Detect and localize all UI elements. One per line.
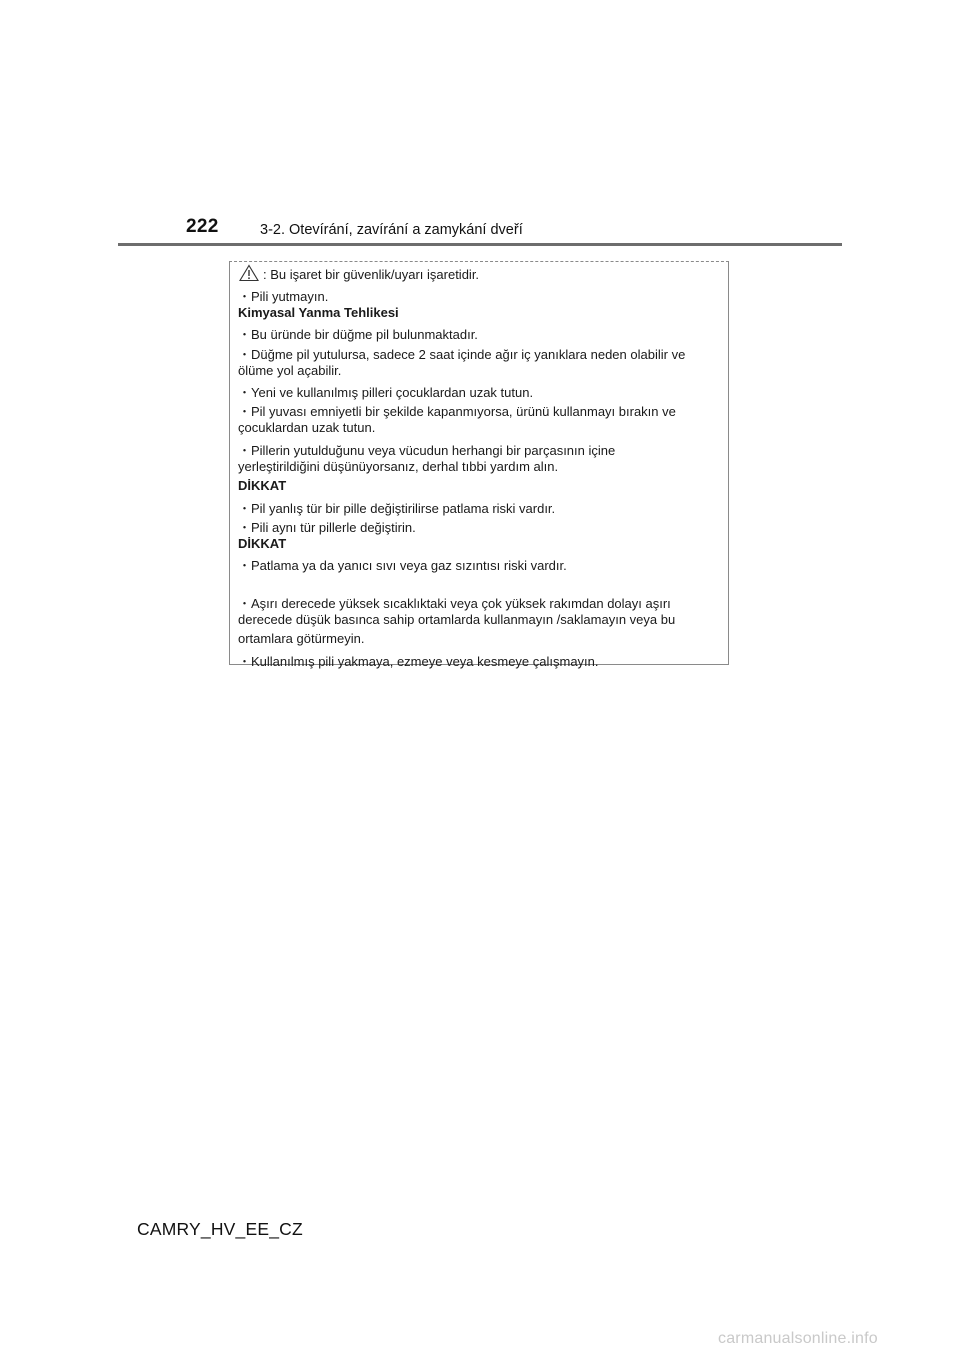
warning-text-line: ・Pil yanlış tür bir pille değiştirilirse patlama riski vardır. — [238, 501, 556, 516]
warning-text-line: çocuklardan uzak tutun. — [238, 420, 376, 435]
warning-text-line: ・Kullanılmış pili yakmaya, ezmeye veya kesmeye çalışmayın. — [238, 654, 599, 669]
warning-text-line: ・Bu üründe bir düğme pil bulunmaktadır. — [238, 327, 478, 342]
warning-text-line: ・Düğme pil yutulursa, sadece 2 saat içinde ağır iç yanıklara neden olabilir ve — [238, 347, 686, 362]
footer-code: CAMRY_HV_EE_CZ — [137, 1219, 303, 1239]
warning-triangle-icon — [239, 264, 259, 282]
page-number: 222 — [186, 216, 219, 237]
warning-text-line: ・Pillerin yutulduğunu veya vücudun herhangi bir parçasının içine — [238, 443, 616, 458]
warning-text-line: ・Yeni ve kullanılmış pilleri çocuklardan uzak tutun. — [238, 385, 534, 400]
warning-text-line: ・Patlama ya da yanıcı sıvı veya gaz sızıntısı riski vardır. — [238, 558, 567, 573]
section-title: 3-2. Otevírání, zavírání a zamykání dveří — [260, 222, 523, 238]
warning-heading: DİKKAT — [238, 478, 287, 493]
header-rule — [118, 243, 842, 246]
warning-text-line: ・Pili yutmayın. — [238, 289, 329, 304]
warning-box — [229, 261, 729, 669]
warning-text-line: derecede düşük basınca sahip ortamlarda kullanmayın /saklamayın veya bu — [238, 612, 676, 627]
watermark: carmanualsonline.info — [718, 1330, 878, 1347]
warning-text-line: ・Pil yuvası emniyetli bir şekilde kapanmıyorsa, ürünü kullanmayı bırakın ve — [238, 404, 676, 419]
warning-text-line: : Bu işaret bir güvenlik/uyarı işaretidir. — [263, 267, 480, 282]
warning-text-line: ・Aşırı derecede yüksek sıcaklıktaki veya çok yüksek rakımdan dolayı aşırı — [238, 596, 671, 611]
warning-text-line: ortamlara götürmeyin. — [238, 631, 365, 646]
warning-text-line: ölüme yol açabilir. — [238, 363, 342, 378]
warning-heading: DİKKAT — [238, 536, 287, 551]
warning-heading: Kimyasal Yanma Tehlikesi — [238, 305, 399, 320]
warning-text-line: yerleştirildiğini düşünüyorsanız, derhal tıbbi yardım alın. — [238, 459, 559, 474]
warning-text-line: ・Pili aynı tür pillerle değiştirin. — [238, 520, 416, 535]
